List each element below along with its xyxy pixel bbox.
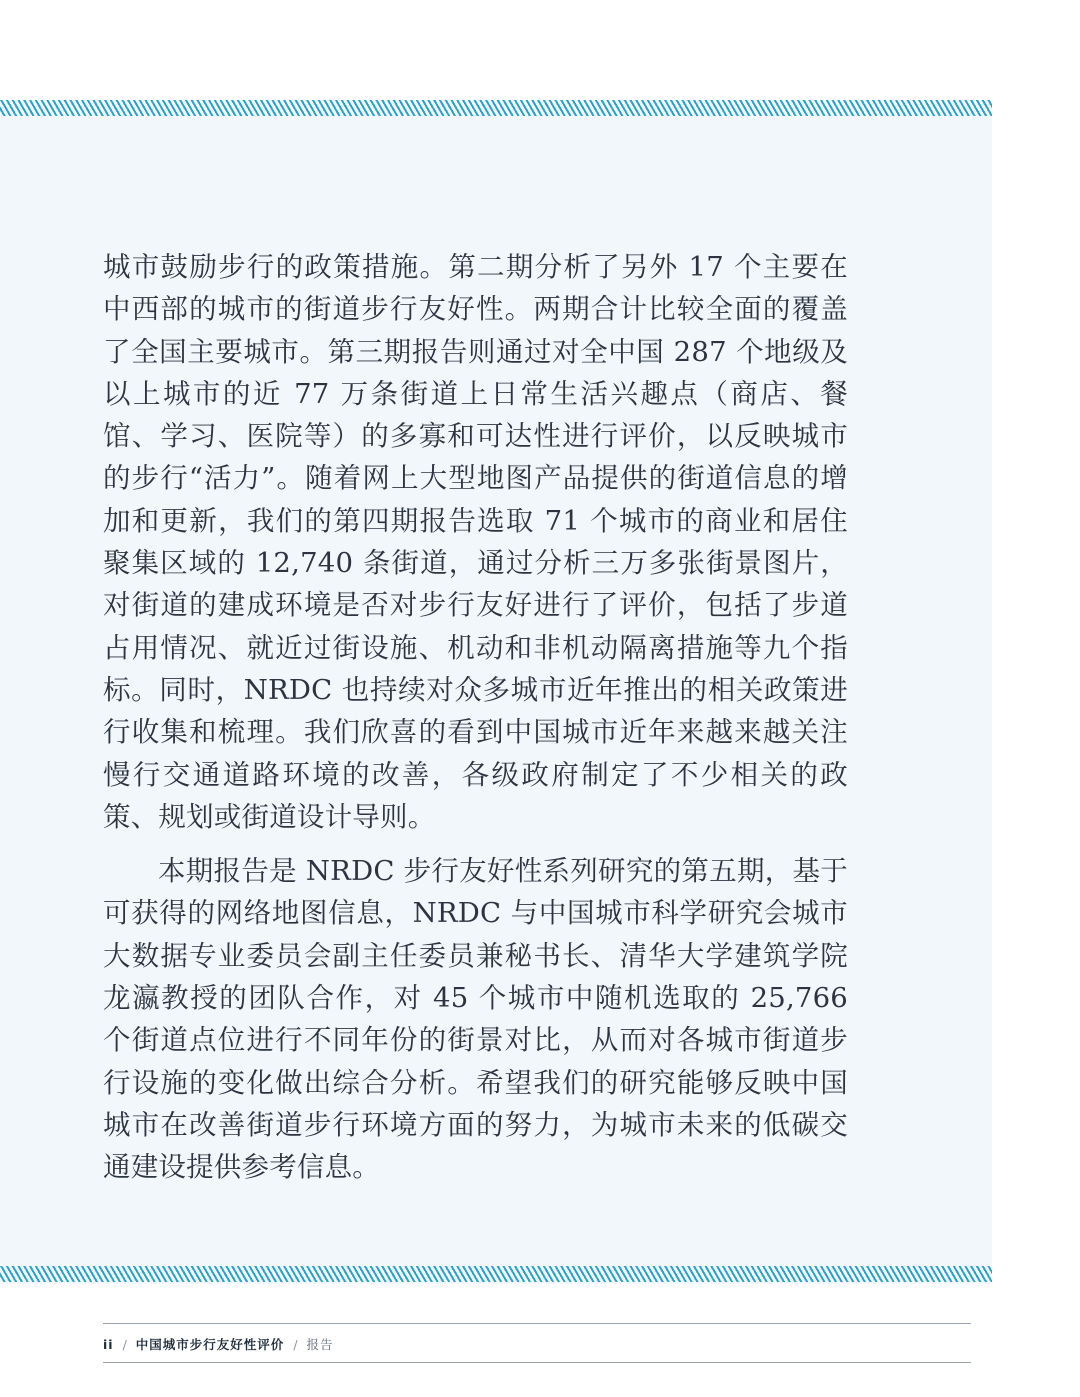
footer-separator-1: / (122, 1336, 127, 1352)
bottom-hatch-divider (0, 1266, 992, 1282)
page-number: ii (103, 1336, 114, 1352)
body-text (103, 246, 848, 1189)
footer-section-label: 报告 (306, 1337, 334, 1352)
body-paragraph-2: 本期报告是 NRDC 步行友好性系列研究的第五期，基于可获得的网络地图信息，NRDC 与中国城市科学研究会城市大数据专业委员会副主任委员兼秘书长、清华大学建筑学院龙瀛教授的团队合作，对 45 个城市中随机选取的 25,766 个街道点位进行不同年份的街景对比，从而对各城市街道步行设施的变化做出综合分析。希望我们的研究能够反映中国城市在改善街道步行环境方面的努力，为城市未来的低碳交通建设提供参考信息。 (103, 855, 848, 1184)
top-hatch-divider (0, 100, 992, 116)
footer-separator-2: / (293, 1336, 298, 1352)
page-footer (103, 1335, 334, 1353)
footer-rule-bottom (103, 1362, 971, 1363)
footer-rule-top (103, 1323, 971, 1324)
footer-report-title: 中国城市步行友好性评价 (135, 1337, 285, 1352)
body-paragraph-1: 城市鼓励步行的政策措施。第二期分析了另外 17 个主要在中西部的城市的街道步行友好性。两期合计比较全面的覆盖了全国主要城市。第三期报告则通过对全中国 287 个地级及以上城市的近 77 万条街道上日常生活兴趣点（商店、餐馆、学习、医院等）的多寡和可达性进行评价，以反映城市的步行“活力”。随着网上大型地图产品提供的街道信息的增加和更新，我们的第四期报告选取 71 个城市的商业和居住聚集区域的 12,740 条街道，通过分析三万多张街景图片，对街道的建成环境是否对步行友好进行了评价，包括了步道占用情况、就近过街设施、机动和非机动隔离措施等九个指标。同时，NRDC 也持续对众多城市近年推出的相关政策进行收集和梳理。我们欣喜的看到中国城市近年来越来越关注慢行交通道路环境的改善，各级政府制定了不少相关的政策、规划或街道设计导则。 (103, 251, 848, 833)
